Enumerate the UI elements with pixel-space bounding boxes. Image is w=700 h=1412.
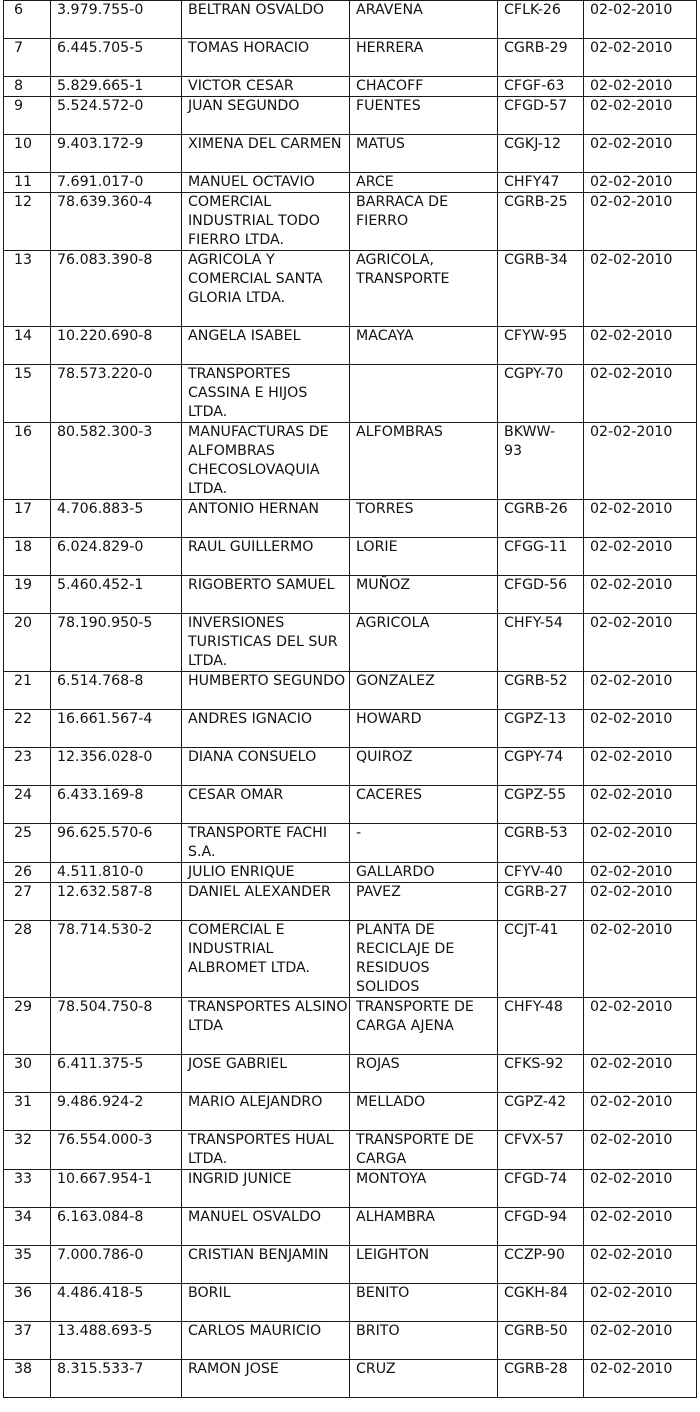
- date-cell: 02-02-2010: [584, 1322, 697, 1360]
- row-number-cell: 18: [4, 538, 51, 576]
- name-cell: TRANSPORTES HUAL LTDA.: [182, 1131, 350, 1170]
- surname-cell: TRANSPORTE DE CARGA: [350, 1131, 498, 1170]
- rut-cell: 4.706.883-5: [51, 500, 182, 538]
- date-cell: 02-02-2010: [584, 173, 697, 193]
- surname-cell: MATUS: [350, 135, 498, 173]
- table-row: [4, 748, 697, 786]
- surname-cell: ALFOMBRAS: [350, 423, 498, 500]
- row-number-cell: 22: [4, 710, 51, 748]
- name-cell: JOSE GABRIEL: [182, 1055, 350, 1093]
- date-cell: 02-02-2010: [584, 135, 697, 173]
- table-row: [4, 1055, 697, 1093]
- date-cell: 02-02-2010: [584, 193, 697, 251]
- date-cell: 02-02-2010: [584, 614, 697, 672]
- surname-cell: LEIGHTON: [350, 1246, 498, 1284]
- name-cell: BELTRAN OSVALDO: [182, 1, 350, 39]
- rut-cell: 4.486.418-5: [51, 1284, 182, 1322]
- plate-cell: CGRB-53: [498, 824, 584, 863]
- row-number-cell: 26: [4, 863, 51, 883]
- plate-cell: CFKS-92: [498, 1055, 584, 1093]
- name-cell: JULIO ENRIQUE: [182, 863, 350, 883]
- plate-cell: CGRB-52: [498, 672, 584, 710]
- surname-cell: PAVEZ: [350, 883, 498, 921]
- date-cell: 02-02-2010: [584, 1360, 697, 1398]
- plate-cell: CFGD-94: [498, 1208, 584, 1246]
- plate-cell: CFGD-56: [498, 576, 584, 614]
- surname-cell: GONZALEZ: [350, 672, 498, 710]
- surname-cell: GALLARDO: [350, 863, 498, 883]
- surname-cell: FUENTES: [350, 97, 498, 135]
- surname-cell: CHACOFF: [350, 77, 498, 97]
- registry-table-body: [4, 1, 697, 1398]
- surname-cell: ARCE: [350, 173, 498, 193]
- date-cell: 02-02-2010: [584, 786, 697, 824]
- plate-cell: CFGG-11: [498, 538, 584, 576]
- date-cell: 02-02-2010: [584, 1246, 697, 1284]
- name-cell: ANDRES IGNACIO: [182, 710, 350, 748]
- table-row: [4, 710, 697, 748]
- rut-cell: 9.486.924-2: [51, 1093, 182, 1131]
- plate-cell: BKWW-93: [498, 423, 584, 500]
- table-row: [4, 193, 697, 251]
- plate-cell: CFGF-63: [498, 77, 584, 97]
- rut-cell: 6.024.829-0: [51, 538, 182, 576]
- date-cell: 02-02-2010: [584, 1208, 697, 1246]
- row-number-cell: 13: [4, 251, 51, 327]
- name-cell: ANTONIO HERNAN: [182, 500, 350, 538]
- row-number-cell: 32: [4, 1131, 51, 1170]
- table-row: [4, 327, 697, 365]
- surname-cell: LORIE: [350, 538, 498, 576]
- surname-cell: -: [350, 824, 498, 863]
- row-number-cell: 24: [4, 786, 51, 824]
- surname-cell: HERRERA: [350, 39, 498, 77]
- table-row: [4, 863, 697, 883]
- surname-cell: QUIROZ: [350, 748, 498, 786]
- rut-cell: 76.083.390-8: [51, 251, 182, 327]
- date-cell: 02-02-2010: [584, 710, 697, 748]
- row-number-cell: 36: [4, 1284, 51, 1322]
- name-cell: INGRID JUNICE: [182, 1170, 350, 1208]
- surname-cell: BARRACA DE FIERRO: [350, 193, 498, 251]
- row-number-cell: 6: [4, 1, 51, 39]
- row-number-cell: 23: [4, 748, 51, 786]
- rut-cell: 7.691.017-0: [51, 173, 182, 193]
- surname-cell: CACERES: [350, 786, 498, 824]
- rut-cell: 80.582.300-3: [51, 423, 182, 500]
- surname-cell: MUÑOZ: [350, 576, 498, 614]
- plate-cell: CHFY-54: [498, 614, 584, 672]
- plate-cell: CFVX-57: [498, 1131, 584, 1170]
- rut-cell: 5.829.665-1: [51, 77, 182, 97]
- registry-table: [3, 0, 697, 1398]
- name-cell: COMERCIAL INDUSTRIAL TODO FIERRO LTDA.: [182, 193, 350, 251]
- row-number-cell: 20: [4, 614, 51, 672]
- row-number-cell: 14: [4, 327, 51, 365]
- date-cell: 02-02-2010: [584, 1170, 697, 1208]
- plate-cell: CGPY-74: [498, 748, 584, 786]
- date-cell: 02-02-2010: [584, 883, 697, 921]
- rut-cell: 78.714.530-2: [51, 921, 182, 998]
- row-number-cell: 12: [4, 193, 51, 251]
- row-number-cell: 28: [4, 921, 51, 998]
- surname-cell: BENITO: [350, 1284, 498, 1322]
- table-row: [4, 1170, 697, 1208]
- table-row: [4, 1322, 697, 1360]
- table-row: [4, 135, 697, 173]
- date-cell: 02-02-2010: [584, 1284, 697, 1322]
- row-number-cell: 11: [4, 173, 51, 193]
- row-number-cell: 34: [4, 1208, 51, 1246]
- row-number-cell: 9: [4, 97, 51, 135]
- plate-cell: CGPZ-55: [498, 786, 584, 824]
- row-number-cell: 16: [4, 423, 51, 500]
- table-row: [4, 173, 697, 193]
- plate-cell: CFYV-40: [498, 863, 584, 883]
- table-row: [4, 1208, 697, 1246]
- name-cell: VICTOR CESAR: [182, 77, 350, 97]
- date-cell: 02-02-2010: [584, 1, 697, 39]
- rut-cell: 10.220.690-8: [51, 327, 182, 365]
- surname-cell: MONTOYA: [350, 1170, 498, 1208]
- table-row: [4, 538, 697, 576]
- plate-cell: CGKH-84: [498, 1284, 584, 1322]
- date-cell: 02-02-2010: [584, 1131, 697, 1170]
- rut-cell: 5.460.452-1: [51, 576, 182, 614]
- rut-cell: 12.632.587-8: [51, 883, 182, 921]
- table-row: [4, 1093, 697, 1131]
- name-cell: MARIO ALEJANDRO: [182, 1093, 350, 1131]
- plate-cell: CGRB-28: [498, 1360, 584, 1398]
- rut-cell: 3.979.755-0: [51, 1, 182, 39]
- name-cell: DIANA CONSUELO: [182, 748, 350, 786]
- plate-cell: CGRB-29: [498, 39, 584, 77]
- rut-cell: 9.403.172-9: [51, 135, 182, 173]
- plate-cell: CGRB-26: [498, 500, 584, 538]
- row-number-cell: 25: [4, 824, 51, 863]
- date-cell: 02-02-2010: [584, 672, 697, 710]
- surname-cell: TORRES: [350, 500, 498, 538]
- row-number-cell: 37: [4, 1322, 51, 1360]
- table-row: [4, 251, 697, 327]
- plate-cell: CGPZ-42: [498, 1093, 584, 1131]
- name-cell: ANGELA ISABEL: [182, 327, 350, 365]
- row-number-cell: 17: [4, 500, 51, 538]
- surname-cell: AGRICOLA, TRANSPORTE: [350, 251, 498, 327]
- surname-cell: PLANTA DE RECICLAJE DE RESIDUOS SOLIDOS: [350, 921, 498, 998]
- rut-cell: 76.554.000-3: [51, 1131, 182, 1170]
- table-row: [4, 97, 697, 135]
- date-cell: 02-02-2010: [584, 863, 697, 883]
- name-cell: CESAR OMAR: [182, 786, 350, 824]
- rut-cell: 6.411.375-5: [51, 1055, 182, 1093]
- table-row: [4, 824, 697, 863]
- rut-cell: 78.190.950-5: [51, 614, 182, 672]
- rut-cell: 8.315.533-7: [51, 1360, 182, 1398]
- name-cell: RAUL GUILLERMO: [182, 538, 350, 576]
- plate-cell: CGRB-34: [498, 251, 584, 327]
- table-row: [4, 365, 697, 423]
- name-cell: RAMON JOSE: [182, 1360, 350, 1398]
- name-cell: AGRICOLA Y COMERCIAL SANTA GLORIA LTDA.: [182, 251, 350, 327]
- row-number-cell: 35: [4, 1246, 51, 1284]
- rut-cell: 6.433.169-8: [51, 786, 182, 824]
- row-number-cell: 31: [4, 1093, 51, 1131]
- date-cell: 02-02-2010: [584, 576, 697, 614]
- plate-cell: CGPY-70: [498, 365, 584, 423]
- date-cell: 02-02-2010: [584, 97, 697, 135]
- rut-cell: 4.511.810-0: [51, 863, 182, 883]
- table-row: [4, 921, 697, 998]
- name-cell: INVERSIONES TURISTICAS DEL SUR LTDA.: [182, 614, 350, 672]
- name-cell: BORIL: [182, 1284, 350, 1322]
- plate-cell: CHFY-48: [498, 998, 584, 1055]
- plate-cell: CGRB-27: [498, 883, 584, 921]
- table-row: [4, 1284, 697, 1322]
- surname-cell: TRANSPORTE DE CARGA AJENA: [350, 998, 498, 1055]
- date-cell: 02-02-2010: [584, 1093, 697, 1131]
- rut-cell: 13.488.693-5: [51, 1322, 182, 1360]
- date-cell: 02-02-2010: [584, 500, 697, 538]
- row-number-cell: 21: [4, 672, 51, 710]
- rut-cell: 78.639.360-4: [51, 193, 182, 251]
- name-cell: TRANSPORTES CASSINA E HIJOS LTDA.: [182, 365, 350, 423]
- date-cell: 02-02-2010: [584, 824, 697, 863]
- table-row: [4, 423, 697, 500]
- surname-cell: ROJAS: [350, 1055, 498, 1093]
- rut-cell: 12.356.028-0: [51, 748, 182, 786]
- date-cell: 02-02-2010: [584, 921, 697, 998]
- date-cell: 02-02-2010: [584, 365, 697, 423]
- table-row: [4, 1, 697, 39]
- table-row: [4, 1246, 697, 1284]
- row-number-cell: 27: [4, 883, 51, 921]
- surname-cell: HOWARD: [350, 710, 498, 748]
- surname-cell: BRITO: [350, 1322, 498, 1360]
- name-cell: RIGOBERTO SAMUEL: [182, 576, 350, 614]
- name-cell: TRANSPORTES ALSINO LTDA: [182, 998, 350, 1055]
- rut-cell: 7.000.786-0: [51, 1246, 182, 1284]
- rut-cell: 5.524.572-0: [51, 97, 182, 135]
- date-cell: 02-02-2010: [584, 251, 697, 327]
- date-cell: 02-02-2010: [584, 998, 697, 1055]
- surname-cell: MACAYA: [350, 327, 498, 365]
- table-row: [4, 500, 697, 538]
- name-cell: COMERCIAL E INDUSTRIAL ALBROMET LTDA.: [182, 921, 350, 998]
- surname-cell: [350, 365, 498, 423]
- name-cell: CARLOS MAURICIO: [182, 1322, 350, 1360]
- plate-cell: CGPZ-13: [498, 710, 584, 748]
- plate-cell: CGKJ-12: [498, 135, 584, 173]
- table-row: [4, 998, 697, 1055]
- row-number-cell: 8: [4, 77, 51, 97]
- surname-cell: MELLADO: [350, 1093, 498, 1131]
- surname-cell: CRUZ: [350, 1360, 498, 1398]
- name-cell: JUAN SEGUNDO: [182, 97, 350, 135]
- plate-cell: CGRB-25: [498, 193, 584, 251]
- table-row: [4, 672, 697, 710]
- name-cell: MANUEL OSVALDO: [182, 1208, 350, 1246]
- date-cell: 02-02-2010: [584, 538, 697, 576]
- plate-cell: CHFY47: [498, 173, 584, 193]
- date-cell: 02-02-2010: [584, 327, 697, 365]
- row-number-cell: 33: [4, 1170, 51, 1208]
- rut-cell: 96.625.570-6: [51, 824, 182, 863]
- plate-cell: CFYW-95: [498, 327, 584, 365]
- name-cell: CRISTIAN BENJAMIN: [182, 1246, 350, 1284]
- plate-cell: CCJT-41: [498, 921, 584, 998]
- surname-cell: ALHAMBRA: [350, 1208, 498, 1246]
- table-row: [4, 576, 697, 614]
- table-row: [4, 614, 697, 672]
- row-number-cell: 30: [4, 1055, 51, 1093]
- name-cell: DANIEL ALEXANDER: [182, 883, 350, 921]
- row-number-cell: 10: [4, 135, 51, 173]
- rut-cell: 6.163.084-8: [51, 1208, 182, 1246]
- date-cell: 02-02-2010: [584, 748, 697, 786]
- rut-cell: 78.573.220-0: [51, 365, 182, 423]
- name-cell: MANUFACTURAS DE ALFOMBRAS CHECOSLOVAQUIA LTDA.: [182, 423, 350, 500]
- rut-cell: 78.504.750-8: [51, 998, 182, 1055]
- plate-cell: CGRB-50: [498, 1322, 584, 1360]
- row-number-cell: 38: [4, 1360, 51, 1398]
- name-cell: TRANSPORTE FACHI S.A.: [182, 824, 350, 863]
- plate-cell: CCZP-90: [498, 1246, 584, 1284]
- rut-cell: 10.667.954-1: [51, 1170, 182, 1208]
- row-number-cell: 15: [4, 365, 51, 423]
- date-cell: 02-02-2010: [584, 1055, 697, 1093]
- table-row: [4, 77, 697, 97]
- table-row: [4, 1131, 697, 1170]
- date-cell: 02-02-2010: [584, 423, 697, 500]
- rut-cell: 6.514.768-8: [51, 672, 182, 710]
- date-cell: 02-02-2010: [584, 39, 697, 77]
- plate-cell: CFLK-26: [498, 1, 584, 39]
- table-row: [4, 39, 697, 77]
- name-cell: XIMENA DEL CARMEN: [182, 135, 350, 173]
- table-row: [4, 883, 697, 921]
- row-number-cell: 19: [4, 576, 51, 614]
- name-cell: HUMBERTO SEGUNDO: [182, 672, 350, 710]
- rut-cell: 16.661.567-4: [51, 710, 182, 748]
- table-row: [4, 786, 697, 824]
- plate-cell: CFGD-57: [498, 97, 584, 135]
- rut-cell: 6.445.705-5: [51, 39, 182, 77]
- name-cell: MANUEL OCTAVIO: [182, 173, 350, 193]
- row-number-cell: 7: [4, 39, 51, 77]
- surname-cell: AGRICOLA: [350, 614, 498, 672]
- name-cell: TOMAS HORACIO: [182, 39, 350, 77]
- date-cell: 02-02-2010: [584, 77, 697, 97]
- surname-cell: ARAVENA: [350, 1, 498, 39]
- table-row: [4, 1360, 697, 1398]
- row-number-cell: 29: [4, 998, 51, 1055]
- plate-cell: CFGD-74: [498, 1170, 584, 1208]
